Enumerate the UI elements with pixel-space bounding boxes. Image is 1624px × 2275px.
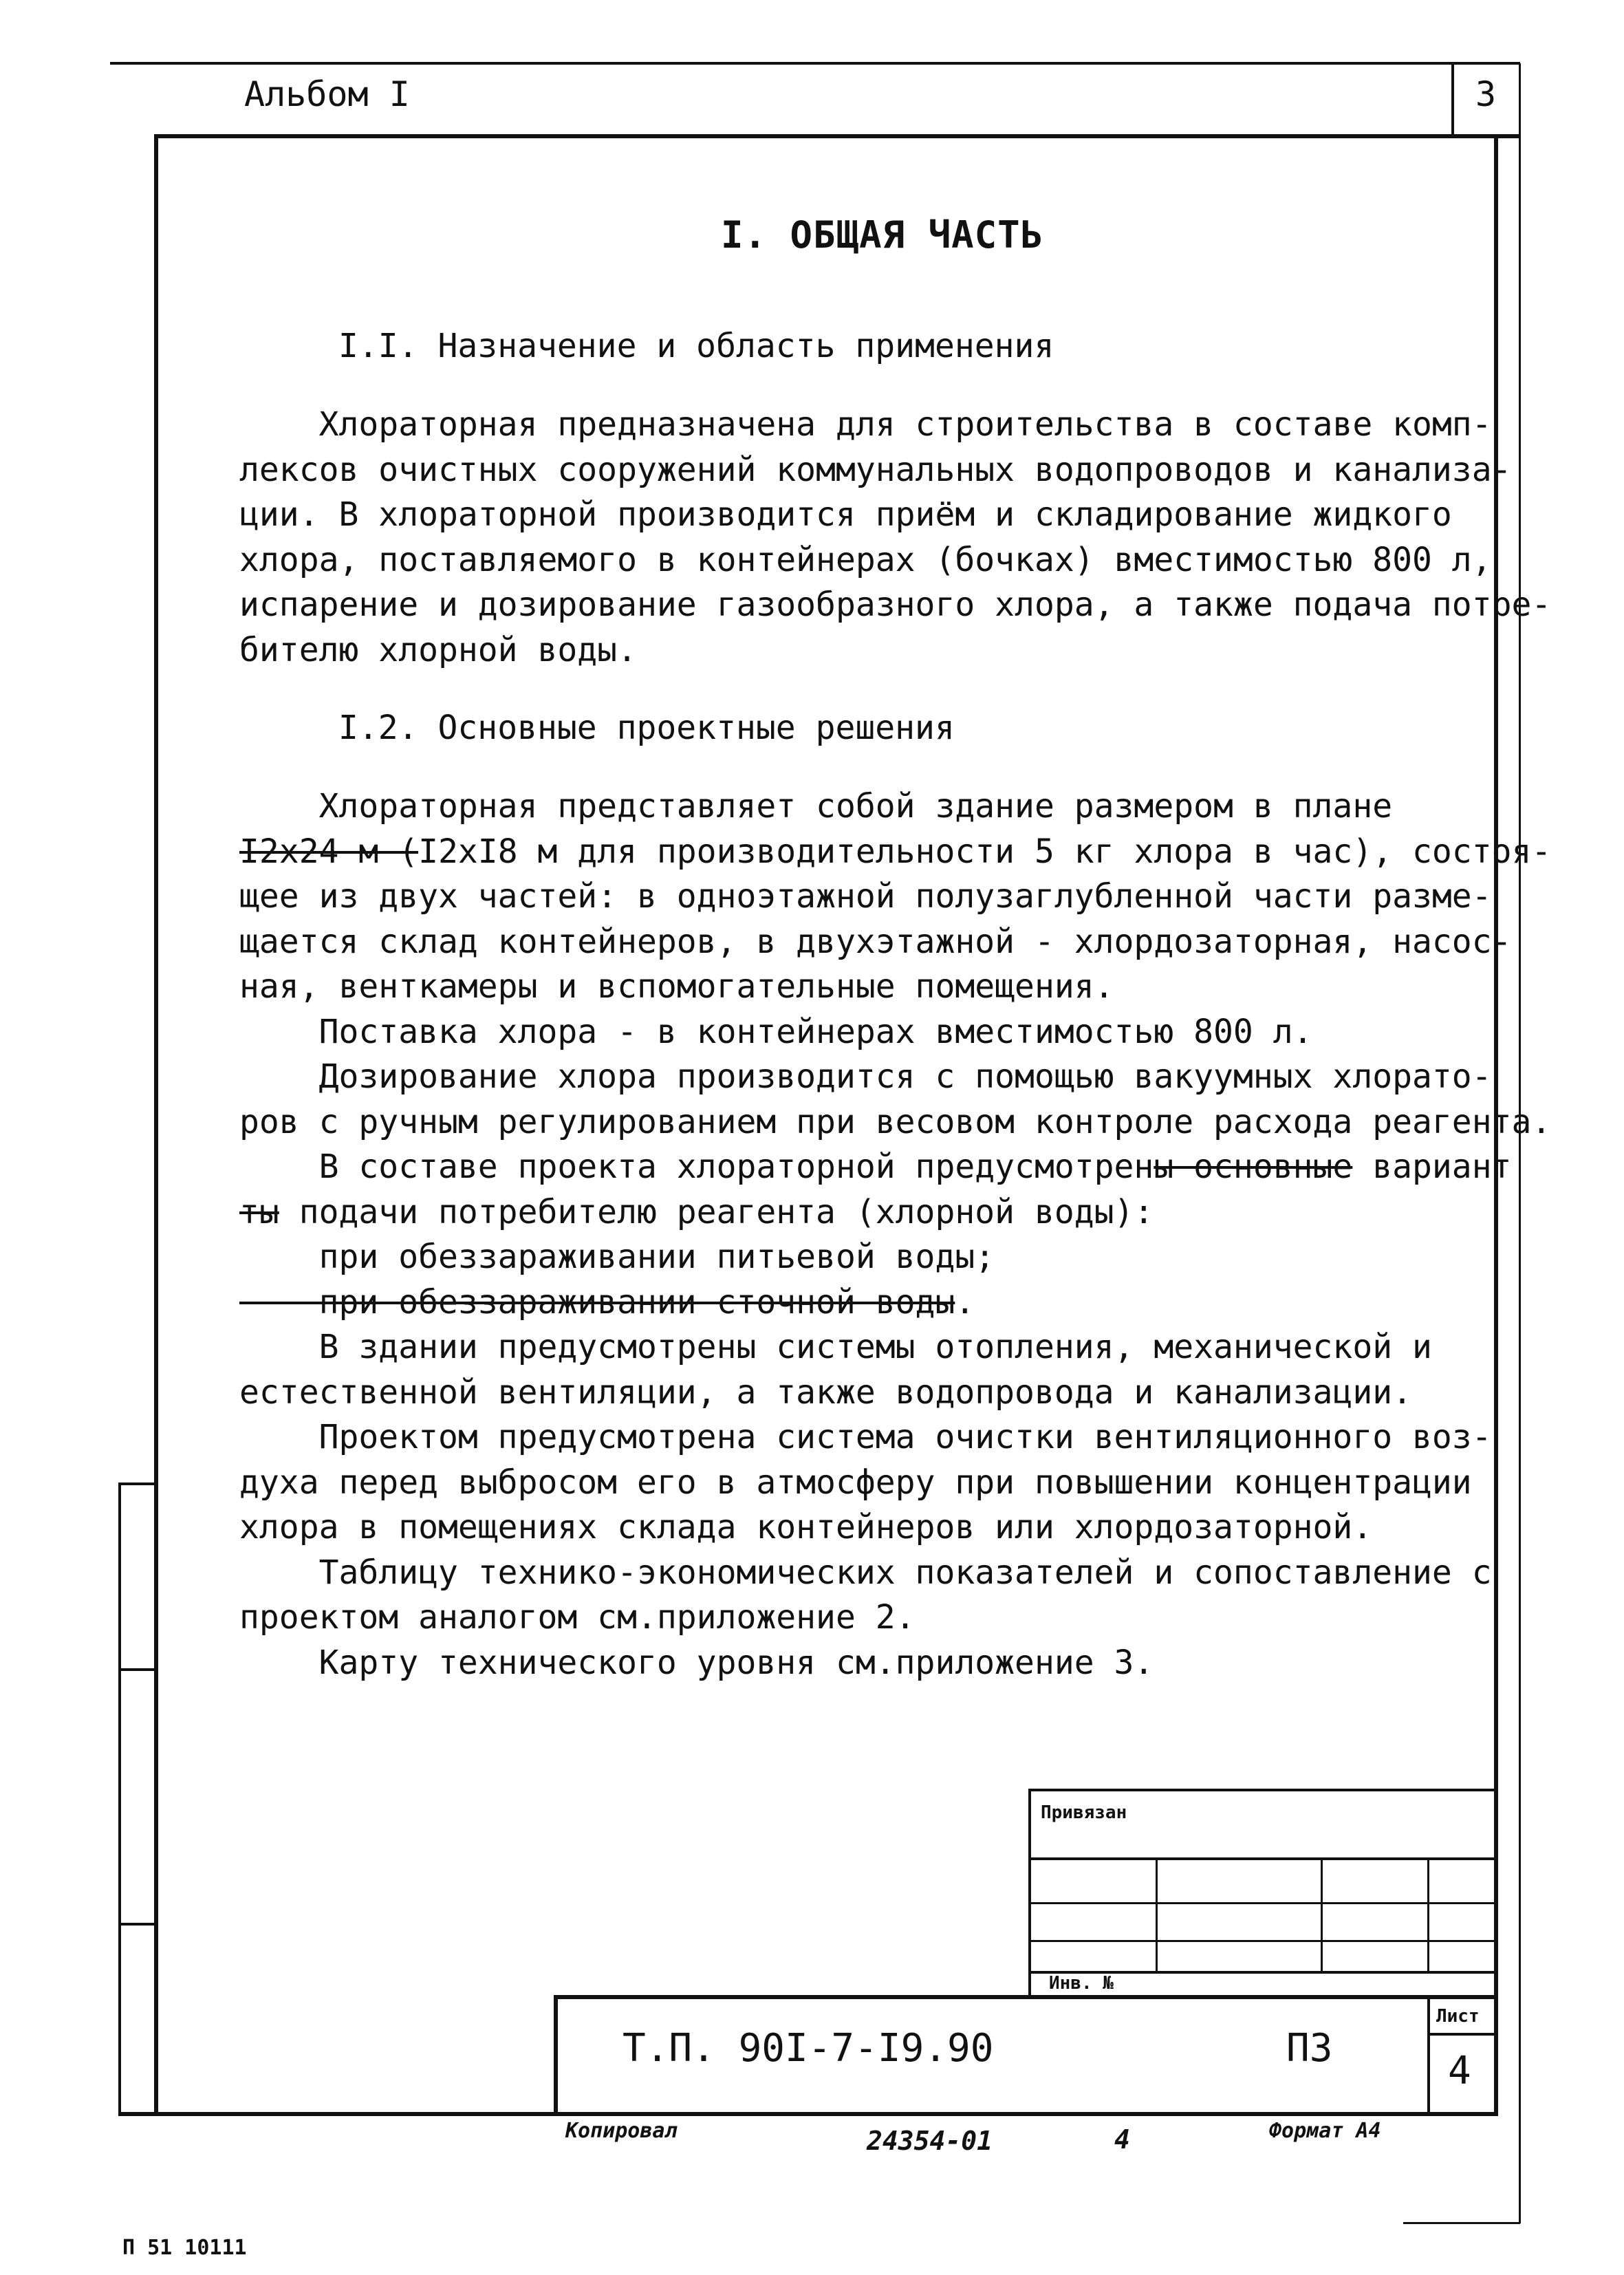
corner-sheet-number: 3 — [1475, 74, 1497, 114]
text-line: хлора в помещениях склада контейнеров или хлордозаторной. — [239, 1508, 1373, 1546]
text-line: Хлораторная представляет собой здание размером в плане — [239, 787, 1393, 826]
header-bottom-line — [154, 134, 1520, 138]
binding-row-line-1 — [1028, 1857, 1496, 1860]
side-strip-divider-2 — [118, 1668, 157, 1671]
binding-col-line-2 — [1321, 1857, 1323, 1971]
inventory-number-label: Инв. № — [1049, 1973, 1114, 1994]
text-line: хлора, поставляемого в контейнерах (бочках) вместимостью 800 л, — [239, 540, 1492, 579]
struck-text: при обеззараживании сточной воды — [239, 1282, 955, 1322]
text-line: ров с ручным регулированием при весовом контроле расхода реагента. — [239, 1102, 1552, 1141]
text-line: Проектом предусмотрена система очистки вентиляционного воз- — [239, 1418, 1492, 1456]
sheet-label: Лист — [1436, 2006, 1480, 2027]
side-strip-divider-3 — [118, 1923, 157, 1926]
text-span: В составе проекта хлораторной предусмотрен — [239, 1147, 1154, 1186]
struck-text: ы основные — [1154, 1147, 1353, 1186]
title-block-sheet-divider — [1427, 1995, 1430, 2115]
text-span: . — [955, 1282, 975, 1322]
text-line: бителю хлорной воды. — [239, 630, 637, 669]
paragraph-solutions — [239, 784, 1551, 1685]
title-block-top — [554, 1995, 1496, 1999]
subsection-heading-2: I.2. Основные проектные решения — [338, 709, 955, 747]
struck-text: I2x24 м ( — [239, 832, 419, 871]
binding-label: Привязан — [1041, 1802, 1127, 1823]
top-border-line — [110, 62, 1520, 65]
side-strip-divider-1 — [118, 1482, 157, 1485]
document-type: ПЗ — [1286, 2026, 1333, 2071]
text-line: щается склад контейнеров, в двухэтажной - хлордозаторная, насос- — [239, 922, 1512, 961]
binding-col-line-3 — [1427, 1857, 1429, 1971]
text-span: I2xI8 м для производительности 5 кг хлора в час), состоя- — [418, 832, 1552, 871]
format-label: Формат А4 — [1269, 2119, 1381, 2143]
text-line: В здании предусмотрены системы отопления, механической и — [239, 1328, 1432, 1366]
text-line: проектом аналогом см.приложение 2. — [239, 1598, 916, 1637]
subsection-heading-1: I.I. Назначение и область применения — [338, 327, 1054, 365]
text-line: лексов очистных сооружений коммунальных водопроводов и канализа- — [239, 450, 1512, 489]
album-label: Альбом I — [244, 74, 410, 114]
paragraph-purpose — [239, 402, 1551, 673]
text-line: испарение и дозирование газообразного хлора, а также подача потре- — [239, 585, 1552, 624]
text-line: естественной вентиляции, а также водопровода и канализации. — [239, 1372, 1413, 1412]
text-span: вариант — [1352, 1147, 1512, 1186]
text-line: при обеззараживании питьевой воды; — [239, 1238, 995, 1276]
binding-row-line-2 — [1028, 1902, 1496, 1904]
binding-row-line-3 — [1028, 1940, 1496, 1942]
text-line — [239, 830, 1551, 875]
struck-text: ты — [239, 1192, 279, 1231]
header-corner-divider — [1451, 62, 1454, 138]
inventory-number: 24354-01 — [867, 2126, 993, 2156]
side-strip-outer-line — [118, 1482, 121, 2115]
binding-table-left — [1028, 1789, 1031, 1995]
text-span: подачи потребителю реагента (хлорной воды): — [279, 1192, 1154, 1231]
text-line: Таблицу технико-экономических показателей и сопоставление с — [239, 1553, 1492, 1592]
print-code: П 51 10111 — [122, 2236, 247, 2260]
binding-table-top — [1028, 1789, 1496, 1791]
text-line: Хлораторная предназначена для строительства в составе комп- — [239, 405, 1492, 444]
text-line: ная, венткамеры и вспомогательные помещения. — [239, 967, 1114, 1006]
text-line — [239, 1280, 1551, 1326]
title-block-sheet-label-line — [1427, 2033, 1496, 2036]
text-line — [239, 1145, 1551, 1190]
text-line: духа перед выбросом его в атмосферу при повышении концентрации — [239, 1463, 1472, 1502]
text-line — [239, 1190, 1551, 1236]
copied-by-label: Копировал — [565, 2119, 678, 2143]
outer-bottom-edge — [1403, 2222, 1520, 2224]
title-block-left — [554, 1995, 558, 2115]
title-block — [554, 1995, 1496, 2115]
text-line: Поставка хлора - в контейнерах вместимостью 800 л. — [239, 1012, 1313, 1051]
section-title: I. ОБЩАЯ ЧАСТЬ — [721, 213, 1044, 257]
text-line: Карту технического уровня см.приложение 3. — [239, 1643, 1154, 1682]
footer-sheet: 4 — [1114, 2124, 1130, 2155]
binding-table — [1028, 1789, 1496, 1995]
text-line: Дозирование хлора производится с помощью вакуумных хлорато- — [239, 1057, 1492, 1096]
text-line: ции. В хлораторной производится приём и складирование жидкого — [239, 495, 1452, 534]
frame-left-line — [154, 134, 158, 2115]
sheet-number: 4 — [1448, 2049, 1471, 2093]
document-code: Т.П. 90I-7-I9.90 — [622, 2026, 994, 2071]
text-line: щее из двух частей: в одноэтажной полузаглубленной части разме- — [239, 877, 1492, 916]
binding-col-line-1 — [1156, 1857, 1158, 1971]
